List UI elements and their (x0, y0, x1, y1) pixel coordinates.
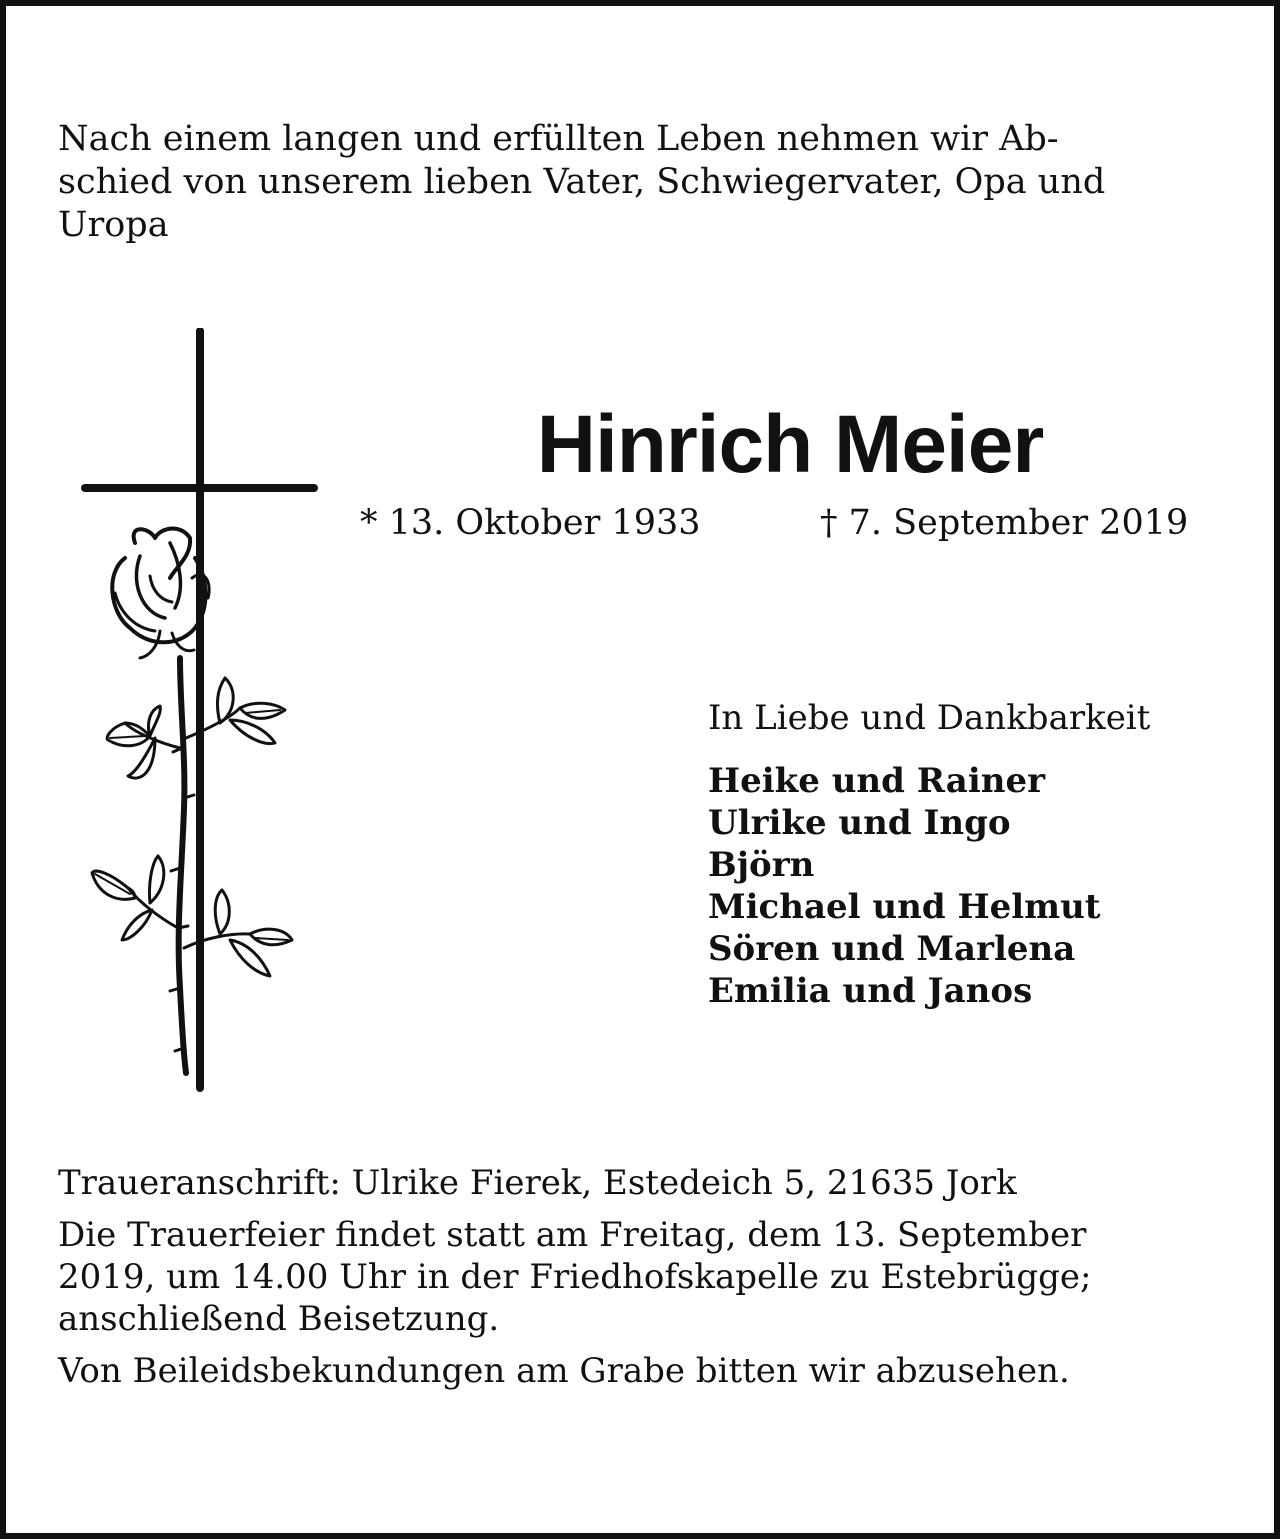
closing-phrase: In Liebe und Dankbarkeit (708, 698, 1151, 738)
intro-text (58, 118, 1228, 247)
mourner-name: Emilia und Janos (708, 971, 1033, 1011)
mourner-name: Ulrike und Ingo (708, 803, 1011, 843)
mourner-name: Michael und Helmut (708, 887, 1101, 927)
mourner-name: Sören und Marlena (708, 929, 1076, 969)
mourning-address: Traueranschrift: Ulrike Fierek, Estedeich 5, 21635 Jork (58, 1163, 1017, 1203)
mourners-list (708, 760, 1101, 1012)
mourner-name: Björn (708, 845, 815, 885)
service-line: 2019, um 14.00 Uhr in der Friedhofskapelle zu Estebrügge; (58, 1257, 1092, 1297)
mourner-name: Heike und Rainer (708, 761, 1045, 801)
cross-with-rose-icon (80, 328, 320, 1093)
death-date: † 7. September 2019 (820, 503, 1189, 543)
service-line: anschließend Beisetzung. (58, 1299, 500, 1339)
service-line: Die Trauerfeier findet statt am Freitag, dem 13. September (58, 1215, 1087, 1255)
intro-line: Nach einem langen und erfüllten Leben nehmen wir Ab- (58, 119, 1059, 159)
intro-line: Uropa (58, 205, 169, 245)
deceased-name: Hinrich Meier (536, 399, 1044, 490)
condolence-note: Von Beileidsbekundungen am Grabe bitten wir abzusehen. (58, 1351, 1070, 1391)
service-info (58, 1214, 1228, 1340)
birth-date: * 13. Oktober 1933 (360, 503, 701, 543)
intro-line: schied von unserem lieben Vater, Schwiegervater, Opa und (58, 162, 1106, 202)
footer (58, 1162, 1228, 1402)
